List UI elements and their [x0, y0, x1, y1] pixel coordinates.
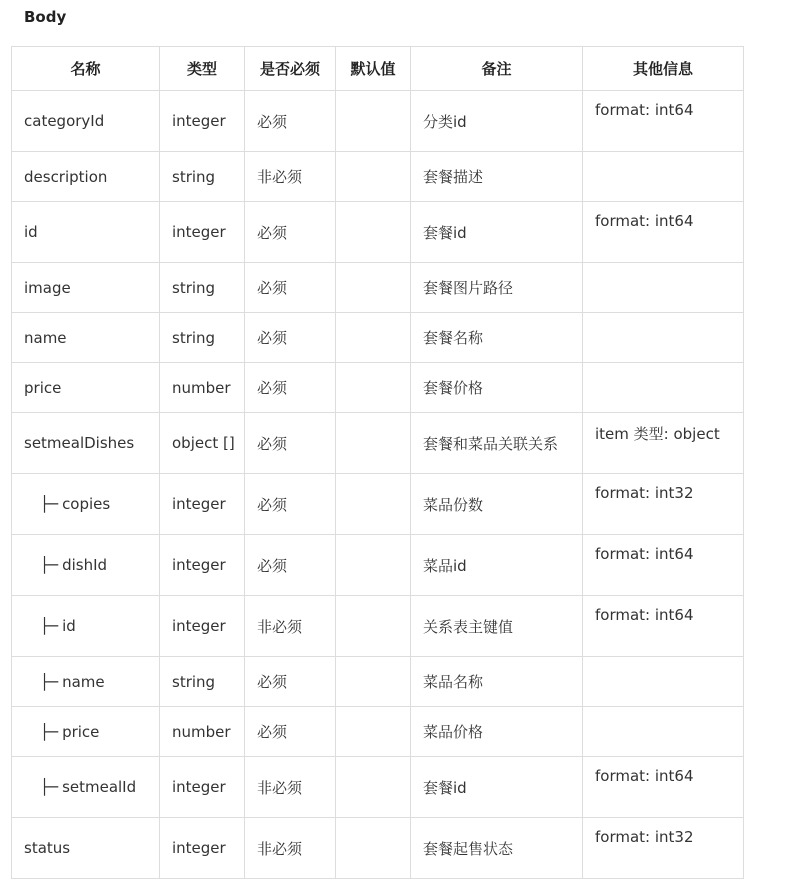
cell-type: integer: [160, 596, 245, 657]
table-row: [12, 757, 744, 818]
cell-name: [12, 535, 160, 596]
field-name: name: [62, 672, 105, 691]
table-row: [12, 313, 744, 363]
cell-remark: 菜品份数: [411, 474, 583, 535]
cell-remark: 分类id: [411, 91, 583, 152]
cell-remark: 套餐名称: [411, 313, 583, 363]
tree-branch-icon: ├─: [40, 617, 59, 635]
cell-name: [12, 91, 160, 152]
table-row: [12, 596, 744, 657]
tree-branch-icon: ├─: [40, 556, 59, 574]
field-name: price: [62, 722, 100, 741]
cell-type: number: [160, 707, 245, 757]
cell-default: [336, 596, 411, 657]
cell-type: object []: [160, 413, 245, 474]
params-table: [11, 46, 744, 879]
cell-default: [336, 818, 411, 879]
field-name: status: [24, 839, 71, 857]
section-title: Body: [24, 8, 67, 26]
cell-required: 必须: [245, 313, 336, 363]
cell-name: [12, 152, 160, 202]
table-row: [12, 818, 744, 879]
cell-default: [336, 313, 411, 363]
cell-remark: 菜品id: [411, 535, 583, 596]
cell-required: 必须: [245, 535, 336, 596]
field-name: description: [24, 167, 108, 186]
cell-required: 必须: [245, 91, 336, 152]
cell-type: string: [160, 657, 245, 707]
header-name: 名称: [12, 47, 160, 91]
cell-required: 非必须: [245, 596, 336, 657]
cell-default: [336, 474, 411, 535]
tree-branch-icon: ├─: [40, 722, 59, 741]
cell-type: integer: [160, 91, 245, 152]
cell-name: [12, 263, 160, 313]
header-default: 默认值: [336, 47, 411, 91]
field-name: setmealId: [62, 778, 137, 796]
cell-required: 非必须: [245, 757, 336, 818]
field-name: id: [62, 617, 76, 635]
field-name: id: [24, 223, 38, 241]
cell-default: [336, 413, 411, 474]
table-row: [12, 707, 744, 757]
cell-type: string: [160, 263, 245, 313]
cell-default: [336, 657, 411, 707]
cell-name: [12, 757, 160, 818]
cell-info: format: int64: [583, 91, 744, 152]
cell-info: format: int64: [583, 202, 744, 263]
cell-default: [336, 91, 411, 152]
field-name: image: [24, 278, 71, 297]
cell-default: [336, 152, 411, 202]
cell-default: [336, 202, 411, 263]
cell-name: [12, 363, 160, 413]
cell-name: [12, 413, 160, 474]
cell-default: [336, 707, 411, 757]
cell-info: format: int64: [583, 596, 744, 657]
cell-default: [336, 757, 411, 818]
cell-info: [583, 707, 744, 757]
cell-remark: 菜品名称: [411, 657, 583, 707]
tree-branch-icon: ├─: [40, 778, 59, 796]
table-header-row: [12, 47, 744, 91]
table-row: [12, 535, 744, 596]
field-name: dishId: [62, 556, 108, 574]
cell-info: format: int64: [583, 757, 744, 818]
field-name: setmealDishes: [24, 434, 135, 452]
cell-type: integer: [160, 202, 245, 263]
header-remark: 备注: [411, 47, 583, 91]
table-row: [12, 363, 744, 413]
cell-remark: 套餐id: [411, 757, 583, 818]
cell-required: 必须: [245, 657, 336, 707]
table-row: [12, 474, 744, 535]
cell-name: [12, 657, 160, 707]
header-required: 是否必须: [245, 47, 336, 91]
cell-required: 非必须: [245, 818, 336, 879]
cell-required: 必须: [245, 263, 336, 313]
cell-name: [12, 474, 160, 535]
field-name: copies: [62, 495, 111, 513]
cell-required: 非必须: [245, 152, 336, 202]
header-type: 类型: [160, 47, 245, 91]
field-name: name: [24, 328, 67, 347]
table-row: [12, 263, 744, 313]
cell-type: integer: [160, 757, 245, 818]
cell-type: integer: [160, 818, 245, 879]
cell-type: integer: [160, 474, 245, 535]
cell-info: format: int64: [583, 535, 744, 596]
field-name: categoryId: [24, 112, 105, 130]
cell-remark: 套餐图片路径: [411, 263, 583, 313]
cell-name: [12, 596, 160, 657]
cell-name: [12, 313, 160, 363]
cell-type: integer: [160, 535, 245, 596]
cell-type: number: [160, 363, 245, 413]
cell-type: string: [160, 313, 245, 363]
field-name: price: [24, 378, 62, 397]
cell-remark: 套餐价格: [411, 363, 583, 413]
table-row: [12, 152, 744, 202]
cell-type: string: [160, 152, 245, 202]
cell-remark: 关系表主键值: [411, 596, 583, 657]
cell-name: [12, 202, 160, 263]
cell-name: [12, 707, 160, 757]
table-row: [12, 413, 744, 474]
cell-info: [583, 263, 744, 313]
tree-branch-icon: ├─: [40, 495, 59, 513]
table-row: [12, 657, 744, 707]
cell-remark: 套餐起售状态: [411, 818, 583, 879]
cell-default: [336, 263, 411, 313]
cell-remark: 套餐id: [411, 202, 583, 263]
cell-info: format: int32: [583, 818, 744, 879]
header-info: 其他信息: [583, 47, 744, 91]
tree-branch-icon: ├─: [40, 672, 59, 691]
cell-required: 必须: [245, 474, 336, 535]
cell-info: [583, 363, 744, 413]
cell-name: [12, 818, 160, 879]
cell-default: [336, 535, 411, 596]
cell-required: 必须: [245, 363, 336, 413]
cell-required: 必须: [245, 707, 336, 757]
cell-info: [583, 657, 744, 707]
cell-remark: 套餐描述: [411, 152, 583, 202]
cell-remark: 套餐和菜品关联关系: [411, 413, 583, 474]
table-row: [12, 202, 744, 263]
cell-info: item 类型: object: [583, 413, 744, 474]
table-row: [12, 91, 744, 152]
cell-required: 必须: [245, 413, 336, 474]
cell-required: 必须: [245, 202, 336, 263]
cell-info: format: int32: [583, 474, 744, 535]
cell-default: [336, 363, 411, 413]
cell-info: [583, 152, 744, 202]
cell-info: [583, 313, 744, 363]
cell-remark: 菜品价格: [411, 707, 583, 757]
